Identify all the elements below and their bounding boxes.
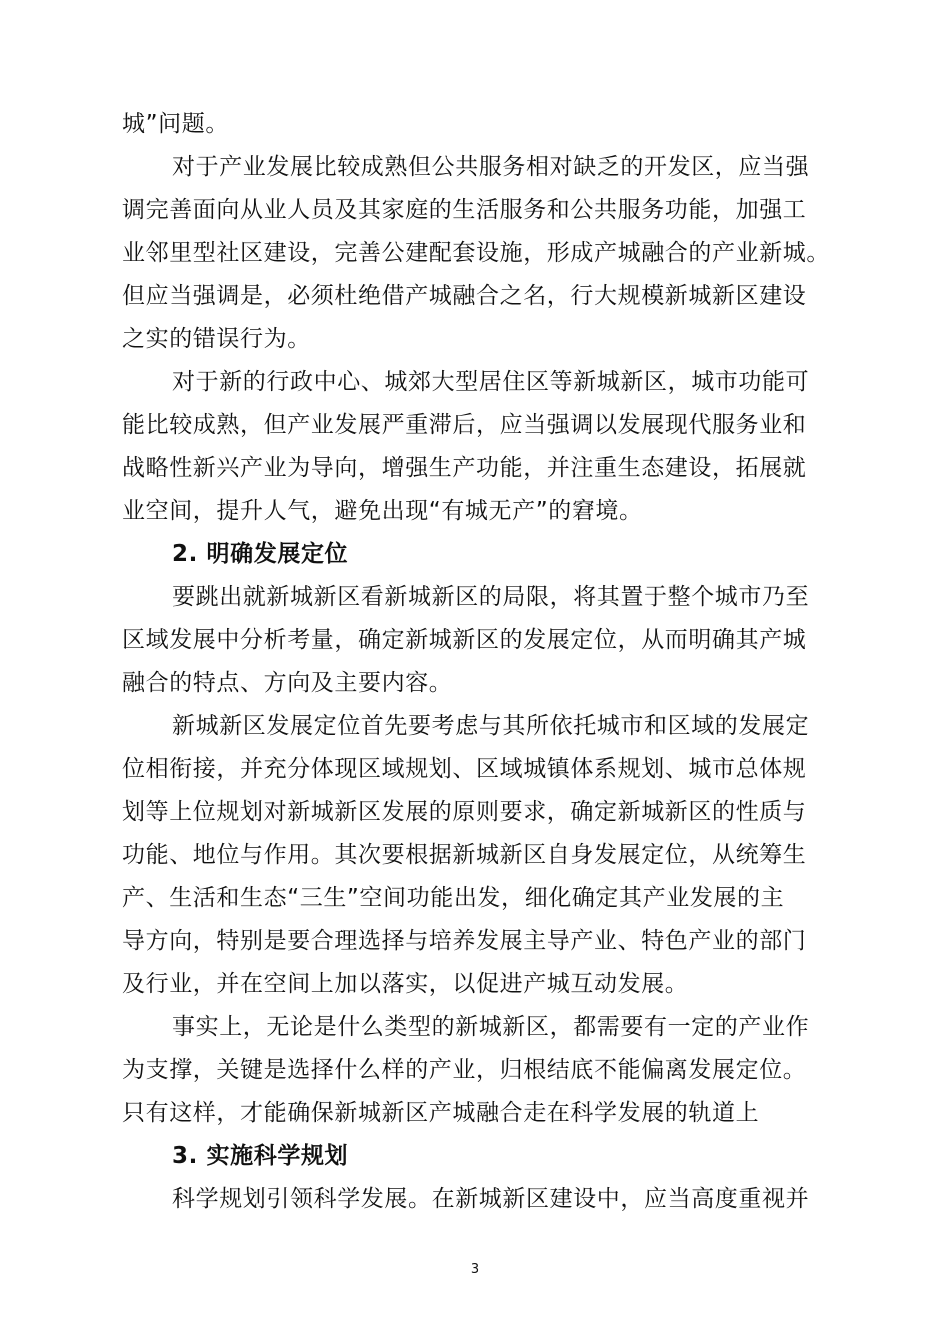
section-heading: 3. 实施科学规划 bbox=[172, 1143, 349, 1169]
paragraph-line: 事实上，无论是什么类型的新城新区，都需要有一定的产业作 bbox=[172, 1014, 810, 1040]
body-line: 划等上位规划对新城新区发展的原则要求，确定新城新区的性质与 bbox=[122, 799, 807, 825]
body-line: 战略性新兴产业为导向，增强生产功能，并注重生态建设，拓展就 bbox=[122, 455, 807, 481]
body-line: 城”问题。 bbox=[122, 111, 229, 137]
body-line: 业空间，提升人气，避免出现“有城无产”的窘境。 bbox=[122, 498, 643, 524]
body-line: 业邻里型社区建设，完善公建配套设施，形成产城融合的产业新城。 bbox=[122, 240, 830, 266]
body-line: 融合的特点、方向及主要内容。 bbox=[122, 670, 453, 696]
document-body bbox=[122, 103, 842, 1221]
body-line: 导方向，特别是要合理选择与培养发展主导产业、特色产业的部门 bbox=[122, 928, 807, 954]
body-line: 之实的错误行为。 bbox=[122, 326, 311, 352]
body-line: 但应当强调是，必须杜绝借产城融合之名，行大规模新城新区建设 bbox=[122, 283, 807, 309]
body-line: 调完善面向从业人员及其家庭的生活服务和公共服务功能，加强工 bbox=[122, 197, 807, 223]
paragraph-line: 对于产业发展比较成熟但公共服务相对缺乏的开发区，应当强 bbox=[172, 154, 810, 180]
body-line: 及行业，并在空间上加以落实，以促进产城互动发展。 bbox=[122, 971, 689, 997]
body-line: 为支撑，关键是选择什么样的产业，归根结底不能偏离发展定位。 bbox=[122, 1057, 807, 1083]
paragraph-line: 要跳出就新城新区看新城新区的局限，将其置于整个城市乃至 bbox=[172, 584, 810, 610]
paragraph-line: 科学规划引领科学发展。在新城新区建设中，应当高度重视并 bbox=[172, 1186, 810, 1212]
body-line: 产、生活和生态“三生”空间功能出发，细化确定其产业发展的主 bbox=[122, 885, 785, 911]
body-line: 能比较成熟，但产业发展严重滞后，应当强调以发展现代服务业和 bbox=[122, 412, 807, 438]
body-line: 功能、地位与作用。其次要根据新城新区自身发展定位，从统筹生 bbox=[122, 842, 807, 868]
paragraph-line: 新城新区发展定位首先要考虑与其所依托城市和区域的发展定 bbox=[172, 713, 810, 739]
body-line: 位相衔接，并充分体现区域规划、区域城镇体系规划、城市总体规 bbox=[122, 756, 807, 782]
body-line: 区域发展中分析考量，确定新城新区的发展定位，从而明确其产城 bbox=[122, 627, 807, 653]
paragraph-line: 对于新的行政中心、城郊大型居住区等新城新区，城市功能可 bbox=[172, 369, 810, 395]
body-line: 只有这样，才能确保新城新区产城融合走在科学发展的轨道上 bbox=[122, 1100, 760, 1126]
section-heading: 2. 明确发展定位 bbox=[172, 541, 349, 567]
page-number: 3 bbox=[470, 1262, 480, 1277]
